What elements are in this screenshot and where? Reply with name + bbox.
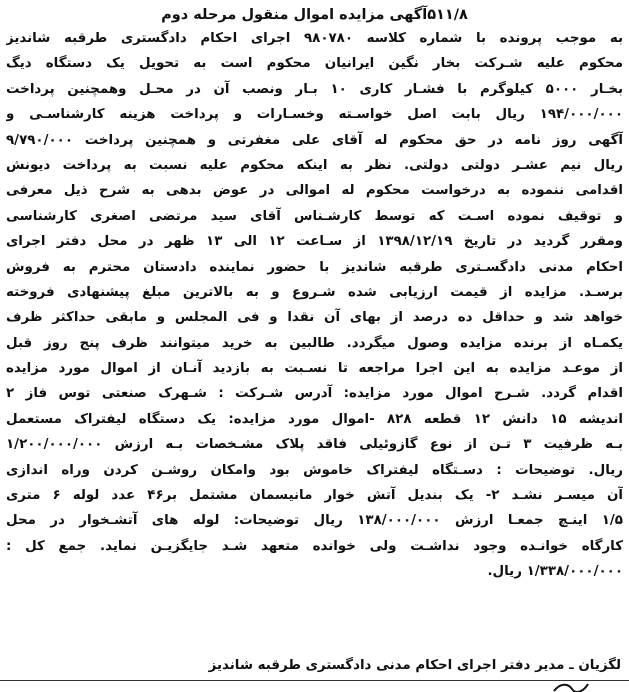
notice-line: محکوم علیه شـرکت بخار نگین ایرانیان محکوم است به تحویل یک دستگاه دیگ (6, 56, 623, 72)
notice-line: اندیشه ۱۵ دانش ۱۲ قطعه ۸۲۸ -اموال مورد مزایده: یک دستگاه لیفتراک مستعمل (6, 411, 623, 427)
notice-line: آگهی روز نامه در حق محکوم له آقای علی مغفرتی و همچنین پرداخت ۹/۷۹۰/۰۰۰ (6, 132, 623, 148)
notice-line: ومقرر گردید در تاریخ ۱۳۹۸/۱۲/۱۹ از سـاعت ۱۲ الی ۱۳ ظهر در محل دفتر اجرای (6, 234, 623, 250)
notice-line: خواهد شد و حداقل ده درصد از بهای آن نقدا و فی المجلس و مابقی حداکثر ظرف (6, 310, 623, 326)
ink-mark-icon (550, 681, 590, 692)
notice-line: احکام مدنی دادگسـتری طرقبه شاندیز با حضور نماینده دادستان محترم به فروش (6, 259, 623, 275)
bottom-divider (0, 680, 629, 681)
notice-line: بخـار ۵۰۰۰ کیلوگرم با فشـار کاری ۱۰ بـار ونصب آن در محـل وهمچنین پرداخت (6, 81, 623, 97)
signature-line: لگزیان ـ مدیر دفتر اجرای احکام مدنی دادگستری طرقبه شاندیز (208, 658, 621, 673)
notice-line: از موعـد مزایده به این اجرا مراجعه تا نسـبت به بازدید آنـان از اموال مورد مزایده (6, 361, 623, 377)
notice-line: ۱۹۴/۰۰۰/۰۰۰ ریال بابت اصل خواسـته وخسـارات و پرداخت هزینه کارشناسـی و (6, 107, 623, 123)
notice-line: ریال. توضیحات : دسـتگاه لیفتراک خاموش بود وامکان روشـن کردن وراه اندازی (6, 462, 623, 478)
notice-line: برسـد. مزایده از قیمت ارزیابی شده شـروع و به بالاترین مبلغ پیشنهادی فروخته (6, 284, 623, 300)
notice-line: به موجب پرونده با شماره کلاسه ۹۸۰۷۸۰ اجرای احکام دادگستری طرقبه شاندیز (6, 31, 623, 46)
notice-line: آن میسـر نشـد ۲- یک بندیل آتش خوار مانیسمان مشتمل بر۴۶ عدد لوله ۶ متری (6, 488, 623, 504)
notice-title: ۵۱۱/۸آگهی مزایده اموال منقول مرحله دوم (161, 7, 468, 23)
notice-body (6, 26, 623, 585)
notice-line: ۱/۵ اینـچ جمعـا ارزش ۱۳۸/۰۰۰/۰۰۰ ریال توضیحات: لوله های آتشـخوار در محل (6, 513, 623, 529)
notice-line: اقدامی ننموده به درخواست محکوم له اموالی در عوض بدهی به شرح ذیل معرفی (6, 183, 623, 199)
notice-line: کارگاه خوانـده وجود نداشـت ولی خوانده متعهد شـد جایگزیـن نماید. جمع کل : (6, 538, 623, 554)
notice-line-total: ۱/۳۳۸/۰۰۰/۰۰۰ ریال. (487, 564, 623, 580)
notice-line: بـه ظرفیت ۳ تـن از نوع گازوئیلی فاقد پلاک مشـخصات بـه ارزش ۱/۲۰۰/۰۰۰/۰۰۰ (6, 437, 623, 453)
notice-line: یکمـاه از برنده مزایده وصول میگردد. طالبین به خرید میتوانند ظرف پنج روز قبل (6, 335, 623, 351)
notice-line: اقدام گردد. شـرح اموال مورد مزایده: آدرس شـرکت : شـهرک صنعتی توس فاز ۲ (6, 386, 623, 402)
notice-line: ریال نیم عشـر دولتی دولتی. نظر به اینکه محکوم علیه نسبت به پرداخت دیونش (6, 157, 623, 173)
notice-line: و توقیف نموده اسـت که توسط کارشـناس آقای سید مرتضی اصغری کارشناسی (6, 208, 623, 224)
